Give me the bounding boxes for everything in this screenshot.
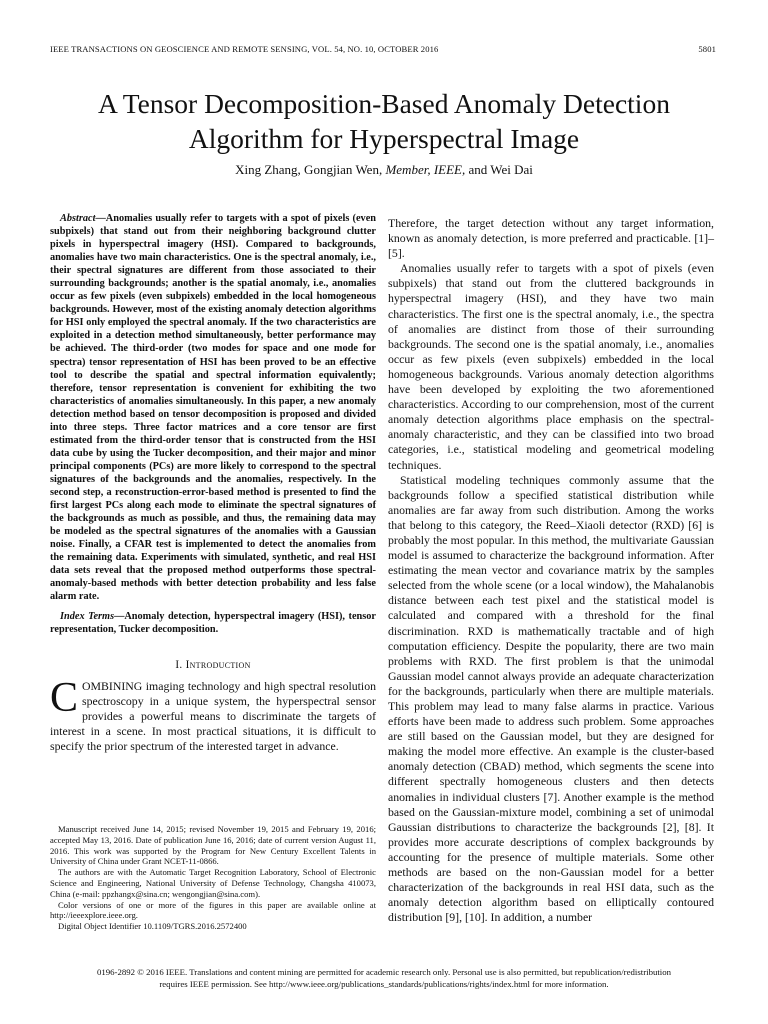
footnote-affiliation: The authors are with the Automatic Target Recognition Laboratory, School of Electronic Science and Engineering, National University of Defense Technology, Changsha 410073, China (e-mail: ppzhangx@sina.cn; wengongjian@sina.com). — [50, 867, 376, 899]
footnote-color: Color versions of one or more of the figures in this paper are available online at http://ieeexplore.ieee.org. — [50, 899, 376, 921]
body-paragraph: Therefore, the target detection without any target information, known as anomaly detection, is more preferred and practicable. [1]–[5]. — [388, 216, 714, 261]
left-column — [50, 212, 376, 754]
index-terms — [50, 610, 376, 636]
author-names-b: and Wei Dai — [468, 162, 533, 177]
right-column — [388, 216, 714, 925]
drop-cap: C — [50, 674, 79, 721]
section-number: I. — [175, 658, 183, 671]
abstract-text: —Anomalies usually refer to targets with a spot of pixels (even subpixels) that stand out from their neighboring background clutter pixels in hyperspectral imagery (HSI). Compared to backgrounds, anomalies have two main characteristics. One is the spectral anomaly, i.e., their spectral signatures are different from those associated to their surrounding backgrounds; another is the spatial anomaly, i.e., anomalies occur as few pixels (even subpixels) embedded in the local homogeneous backgrounds. However, most of the existing anomaly detection algorithms for HSI only employed the spectral anomaly. If the two characteristics are exploited in a detection method simultaneously, better performance may be achieved. The third-order (two modes for space and one mode for spectra) tensor representation of HSI has been proved to be an effective tool to describe the spatial and spectral information equivalently; therefore, tensor representation is convenient for exhibiting the two characteristics of anomalies simultaneously. In this paper, a new anomaly detection method based on tensor decomposition is proposed and divided into three steps. Three factor matrices and a core tensor are first estimated from the third-order tensor that is constructed from the HSI data cube by using the Tucker decomposition, and their major and minor principal components (PCs) are more likely to correspond to the spectral signatures of the backgrounds and the anomalies, respectively. In the second step, a reconstruction-error-based method is presented to find the first largest PCs along each mode to eliminate the spectral signatures of the backgrounds as much as possible, and thus, the remaining data may be modeled as the spectral signatures of the anomalies with a Gaussian noise. Finally, a CFAR test is implemented to detect the anomalies from the remaining data. Experiments with simulated, synthetic, and real HSI data sets reveal that the proposed method outperforms those spectral-anomaly-based methods with better detection probability and less false alarm rate. — [50, 213, 376, 603]
footnote-manuscript: Manuscript received June 14, 2015; revised November 19, 2015 and February 19, 2016; accepted May 13, 2016. Date of publication June 16, 2016; date of current version August 11, 2016. This work was supported by the Program for New Century Excellent Talents in University of China under Grant NCET-11-0866. — [50, 824, 376, 867]
footnotes — [50, 824, 376, 932]
body-paragraph: Anomalies usually refer to targets with a spot of pixels (even subpixels) that stand out from the cluttered backgrounds in hyperspectral imagery (HSI), and they have two main characteristics. The first one is the spectral anomaly, i.e., the spectra of anomalies are distinct from those of their surrounding backgrounds. The second one is the spatial anomaly, i.e., anomalies occur as few pixels (even subpixels) embedded in the local homogeneous backgrounds. Various anomaly detection algorithms have been developed by exploiting the two aforementioned characteristics. According to our comprehension, most of the current anomaly detection algorithms place emphasis on the spectral-anomaly characteristic, and they can be classified into two broad categories, i.e., statistical modeling and geometrical modeling techniques. — [388, 261, 714, 472]
abstract-label: Abstract — [60, 213, 96, 224]
paper-title: A Tensor Decomposition-Based Anomaly Detection Algorithm for Hyperspectral Image — [98, 88, 670, 154]
body-paragraph: Statistical modeling techniques commonly assume that the backgrounds follow a specified statistical distribution while anomalies are far away from such distribution. Among the works that belong to this category, the Reed–Xiaoli detector (RXD) [6] is probably the most popular. In this method, the multivariate Gaussian model is assumed to characterize the background information. After estimating the mean vector and covariance matrix by the samples selected from the whole scene (or a local window), the Mahalanobis distance between each test pixel and the statistical model is calculated and compared with a threshold for the final discrimination. RXD is mathematically tractable and of high computation efficiency. Despite the popularity, there are two main problems with RXD. The first problem is that the unimodal Gaussian model cannot always provide an adequate characterization for the backgrounds, particularly when there are multiple materials. This problem may lead to many false alarms in practice. Various efforts have been made to address such problem. Some approaches are still based on the Gaussian model, but they are designed for making the model more effective. An example is the cluster-based anomaly detection (CBAD) method, which segments the scene into different spectrally homogeneous clusters and then detects anomalies in individual clusters [7]. Another example is the method based on the Gaussian-mixture model, combining a set of unimodal Gaussian distributions to characterize the backgrounds [2], [8]. It provides more accurate descriptions of complex backgrounds by accounting for the presence of multiple materials. Some other methods are based on the non-Gaussian model for a better characterization of the backgrounds in real HSI data, such as the anomaly detection algorithm based on elliptically contoured distribution [9], [10]. In addition, a number — [388, 472, 714, 925]
copyright-line-1: 0196-2892 © 2016 IEEE. Translations and content mining are permitted for academic research only. Personal use is also permitted, but republication/redistribution — [96, 967, 672, 977]
section-heading — [50, 659, 376, 671]
page-number: 5801 — [698, 44, 716, 54]
author-line — [40, 162, 728, 178]
index-terms-label: Index Terms — [60, 611, 115, 623]
section-title: Introduction — [185, 658, 251, 671]
author-membership: Member, IEEE, — [385, 162, 466, 177]
intro-paragraph — [50, 674, 376, 754]
author-names-a: Xing Zhang, Gongjian Wen, — [235, 162, 383, 177]
index-terms-text: —Anomaly detection, hyperspectral imagery (HSI), tensor representation, Tucker decomposition. — [50, 611, 376, 636]
journal-name: IEEE TRANSACTIONS ON GEOSCIENCE AND REMOTE SENSING, VOL. 54, NO. 10, OCTOBER 2016 — [50, 44, 439, 54]
copyright-notice — [40, 966, 728, 990]
footnote-doi: Digital Object Identifier 10.1109/TGRS.2016.2572400 — [58, 921, 247, 932]
intro-text: OMBINING imaging technology and high spectral resolution spectroscopy in a unique system, the hyperspectral sensor provides a powerful means to discriminate the targets of interest in a scene. In most practical situations, it is difficult to specify the prior spectrum of the interested target in advance. — [50, 678, 376, 753]
copyright-line-2: requires IEEE permission. See http://www.ieee.org/publications_standards/publications/rights/index.html for more information. — [159, 979, 609, 989]
running-head — [50, 44, 716, 54]
abstract — [50, 212, 376, 603]
